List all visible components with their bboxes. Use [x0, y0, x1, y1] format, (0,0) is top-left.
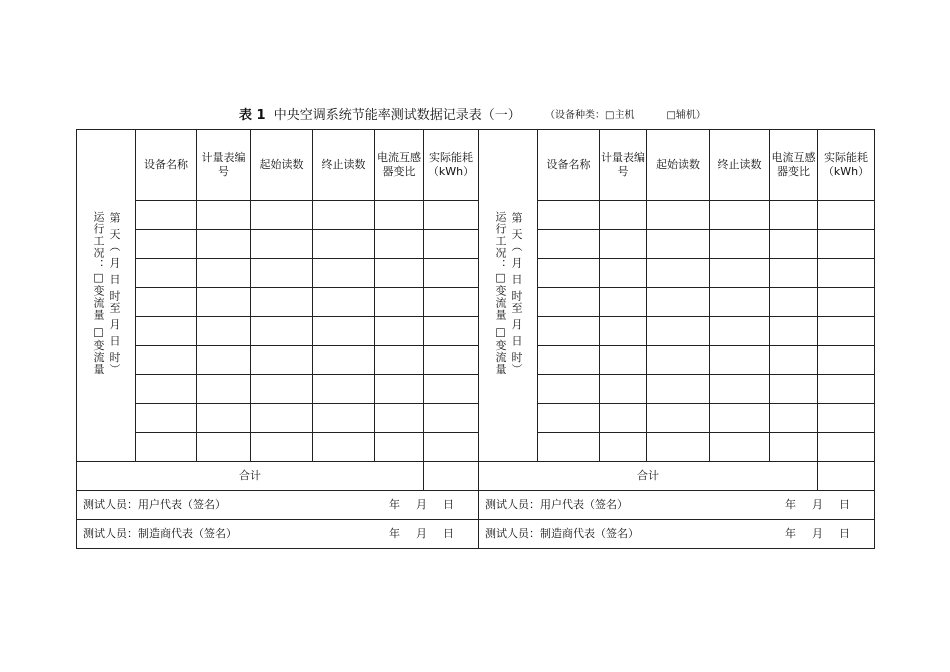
data-cell-left[interactable] — [136, 259, 197, 288]
data-cell-left[interactable] — [136, 201, 197, 230]
data-cell-right[interactable] — [538, 317, 600, 346]
data-cell-right[interactable] — [647, 404, 710, 433]
data-cell-right[interactable] — [538, 433, 600, 462]
data-cell-left[interactable] — [375, 433, 424, 462]
data-cell-right[interactable] — [600, 346, 647, 375]
data-cell-right[interactable] — [600, 317, 647, 346]
data-cell-left[interactable] — [251, 346, 313, 375]
data-cell-left[interactable] — [424, 404, 479, 433]
data-cell-left[interactable] — [313, 404, 375, 433]
data-cell-left[interactable] — [375, 259, 424, 288]
data-cell-left[interactable] — [251, 317, 313, 346]
column-header-right-1: 计量表编号 — [600, 130, 647, 201]
header-row — [77, 130, 875, 201]
main-unit-checkbox[interactable]: □ — [605, 110, 615, 121]
data-cell-left[interactable] — [375, 230, 424, 259]
signature-cell-vendor-right[interactable] — [479, 520, 875, 549]
column-header-left-5: 实际能耗（kWh） — [424, 130, 479, 201]
data-cell-left[interactable] — [313, 346, 375, 375]
data-cell-left[interactable] — [197, 404, 251, 433]
data-cell-right[interactable] — [600, 433, 647, 462]
data-cell-right[interactable] — [818, 433, 875, 462]
month-label: 月 — [812, 498, 823, 511]
column-header-left-4: 电流互感器变比 — [375, 130, 424, 201]
data-cell-right[interactable] — [710, 317, 770, 346]
month-label: 月 — [416, 527, 427, 540]
data-cell-right[interactable] — [647, 201, 710, 230]
day-label: 日 — [839, 527, 850, 540]
data-cell-right[interactable] — [818, 317, 875, 346]
data-cell-left[interactable] — [197, 201, 251, 230]
signature-cell-user-left[interactable] — [77, 491, 479, 520]
table-row — [77, 404, 875, 433]
data-cell-right[interactable] — [710, 346, 770, 375]
data-cell-right[interactable] — [818, 259, 875, 288]
table-row — [77, 317, 875, 346]
signature-label: 测试人员：制造商代表（签名） — [83, 527, 237, 540]
data-cell-right[interactable] — [770, 201, 818, 230]
column-header-left-2: 起始读数 — [251, 130, 313, 201]
data-cell-left[interactable] — [136, 230, 197, 259]
data-cell-right[interactable] — [647, 288, 710, 317]
data-cell-left[interactable] — [251, 259, 313, 288]
data-cell-right[interactable] — [818, 346, 875, 375]
table-title — [239, 109, 521, 123]
column-header-left-0: 设备名称 — [136, 130, 197, 201]
data-cell-left[interactable] — [424, 201, 479, 230]
data-cell-left[interactable] — [197, 230, 251, 259]
table-row — [77, 433, 875, 462]
data-cell-left[interactable] — [136, 288, 197, 317]
data-cell-right[interactable] — [818, 404, 875, 433]
data-cell-left[interactable] — [375, 317, 424, 346]
data-cell-left[interactable] — [251, 433, 313, 462]
table-row — [77, 230, 875, 259]
signature-cell-user-right[interactable] — [479, 491, 875, 520]
column-header-right-5: 实际能耗（kWh） — [818, 130, 875, 201]
data-cell-right[interactable] — [710, 259, 770, 288]
signature-label: 测试人员：用户代表（签名） — [83, 498, 226, 511]
day-label: 日 — [443, 498, 454, 511]
table-row — [77, 201, 875, 230]
data-cell-left[interactable] — [375, 375, 424, 404]
table-row — [77, 288, 875, 317]
data-cell-right[interactable] — [647, 259, 710, 288]
data-cell-right[interactable] — [710, 404, 770, 433]
record-table — [76, 129, 875, 549]
data-cell-right[interactable] — [770, 259, 818, 288]
data-cell-left[interactable] — [424, 259, 479, 288]
data-cell-left[interactable] — [424, 433, 479, 462]
data-cell-right[interactable] — [600, 230, 647, 259]
day-label: 日 — [839, 498, 850, 511]
signature-row-user — [77, 491, 875, 520]
data-cell-left[interactable] — [251, 375, 313, 404]
data-cell-right[interactable] — [818, 288, 875, 317]
data-cell-left[interactable] — [251, 288, 313, 317]
data-cell-left[interactable] — [424, 346, 479, 375]
device-type-label: （设备种类： — [545, 110, 605, 121]
data-cell-right[interactable] — [647, 375, 710, 404]
summary-value-right[interactable] — [818, 462, 875, 491]
table-number: 表 1 — [239, 108, 266, 123]
signature-row-vendor — [77, 520, 875, 549]
data-cell-left[interactable] — [251, 404, 313, 433]
data-cell-left[interactable] — [424, 230, 479, 259]
summary-label-right: 合计 — [479, 462, 818, 491]
data-cell-right[interactable] — [770, 433, 818, 462]
data-cell-right[interactable] — [647, 346, 710, 375]
data-cell-left[interactable] — [251, 201, 313, 230]
data-cell-right[interactable] — [600, 201, 647, 230]
data-cell-right[interactable] — [538, 230, 600, 259]
data-cell-left[interactable] — [375, 346, 424, 375]
data-cell-right[interactable] — [647, 317, 710, 346]
data-cell-right[interactable] — [770, 230, 818, 259]
data-cell-left[interactable] — [197, 433, 251, 462]
data-cell-left[interactable] — [424, 288, 479, 317]
test-day-label: 第 天（ 月 日 时至 月 日 时） — [510, 212, 523, 376]
data-cell-right[interactable] — [770, 375, 818, 404]
table-row — [77, 346, 875, 375]
data-cell-right[interactable] — [647, 433, 710, 462]
column-header-left-3: 终止读数 — [313, 130, 375, 201]
column-header-left-1: 计量表编号 — [197, 130, 251, 201]
data-cell-left[interactable] — [197, 259, 251, 288]
data-cell-left[interactable] — [313, 230, 375, 259]
side-cell-left — [77, 130, 136, 462]
operating-condition-label: 运行工况：□变流量 □变流量 — [494, 211, 507, 376]
data-cell-right[interactable] — [770, 288, 818, 317]
signature-label: 测试人员：制造商代表（签名） — [485, 527, 639, 540]
data-cell-right[interactable] — [818, 230, 875, 259]
data-cell-left[interactable] — [424, 317, 479, 346]
table-row — [77, 375, 875, 404]
auxiliary-unit-label: 辅机） — [675, 110, 706, 121]
data-cell-right[interactable] — [600, 404, 647, 433]
data-cell-left[interactable] — [251, 230, 313, 259]
data-cell-right[interactable] — [710, 375, 770, 404]
data-cell-left[interactable] — [136, 317, 197, 346]
test-day-label: 第 天（ 月 日 时至 月 日 时） — [108, 212, 121, 376]
operating-condition-label: 运行工况：□变流量 □变流量 — [92, 211, 105, 376]
main-unit-label: 主机 — [614, 110, 635, 121]
data-cell-right[interactable] — [600, 259, 647, 288]
data-cell-left[interactable] — [197, 317, 251, 346]
data-cell-right[interactable] — [538, 201, 600, 230]
signature-cell-vendor-left[interactable] — [77, 520, 479, 549]
data-cell-left[interactable] — [136, 433, 197, 462]
summary-value-left[interactable] — [424, 462, 479, 491]
data-cell-right[interactable] — [818, 201, 875, 230]
data-cell-right[interactable] — [770, 404, 818, 433]
data-cell-right[interactable] — [710, 201, 770, 230]
data-cell-right[interactable] — [710, 230, 770, 259]
day-label: 日 — [443, 527, 454, 540]
table-title-text: 中央空调系统节能率测试数据记录表（一） — [273, 108, 521, 123]
data-cell-right[interactable] — [538, 288, 600, 317]
data-cell-right[interactable] — [538, 259, 600, 288]
auxiliary-unit-checkbox[interactable]: □ — [666, 110, 676, 121]
data-cell-left[interactable] — [424, 375, 479, 404]
month-label: 月 — [416, 498, 427, 511]
data-cell-right[interactable] — [538, 346, 600, 375]
data-cell-left[interactable] — [313, 201, 375, 230]
side-cell-right — [479, 130, 538, 462]
data-cell-left[interactable] — [197, 375, 251, 404]
column-header-right-3: 终止读数 — [710, 130, 770, 201]
data-cell-right[interactable] — [647, 230, 710, 259]
data-cell-left[interactable] — [136, 346, 197, 375]
column-header-right-4: 电流互感器变比 — [770, 130, 818, 201]
year-label: 年 — [785, 527, 796, 540]
data-cell-right[interactable] — [818, 375, 875, 404]
data-cell-left[interactable] — [375, 288, 424, 317]
data-cell-left[interactable] — [313, 433, 375, 462]
data-cell-left[interactable] — [197, 288, 251, 317]
data-cell-left[interactable] — [136, 375, 197, 404]
device-type-selector — [545, 110, 706, 122]
data-cell-right[interactable] — [538, 375, 600, 404]
column-header-right-0: 设备名称 — [538, 130, 600, 201]
year-label: 年 — [389, 498, 400, 511]
data-cell-right[interactable] — [600, 288, 647, 317]
data-cell-left[interactable] — [375, 201, 424, 230]
summary-label-left: 合计 — [77, 462, 424, 491]
data-cell-left[interactable] — [375, 404, 424, 433]
data-cell-left[interactable] — [136, 404, 197, 433]
data-cell-right[interactable] — [710, 288, 770, 317]
data-cell-right[interactable] — [538, 404, 600, 433]
data-cell-right[interactable] — [600, 375, 647, 404]
data-cell-left[interactable] — [197, 346, 251, 375]
data-cell-left[interactable] — [313, 259, 375, 288]
summary-row — [77, 462, 875, 491]
column-header-right-2: 起始读数 — [647, 130, 710, 201]
year-label: 年 — [785, 498, 796, 511]
data-cell-right[interactable] — [710, 433, 770, 462]
data-cell-left[interactable] — [313, 375, 375, 404]
data-cell-left[interactable] — [313, 288, 375, 317]
data-cell-right[interactable] — [770, 346, 818, 375]
year-label: 年 — [389, 527, 400, 540]
signature-label: 测试人员：用户代表（签名） — [485, 498, 628, 511]
table-row — [77, 259, 875, 288]
data-cell-left[interactable] — [313, 317, 375, 346]
data-cell-right[interactable] — [770, 317, 818, 346]
month-label: 月 — [812, 527, 823, 540]
